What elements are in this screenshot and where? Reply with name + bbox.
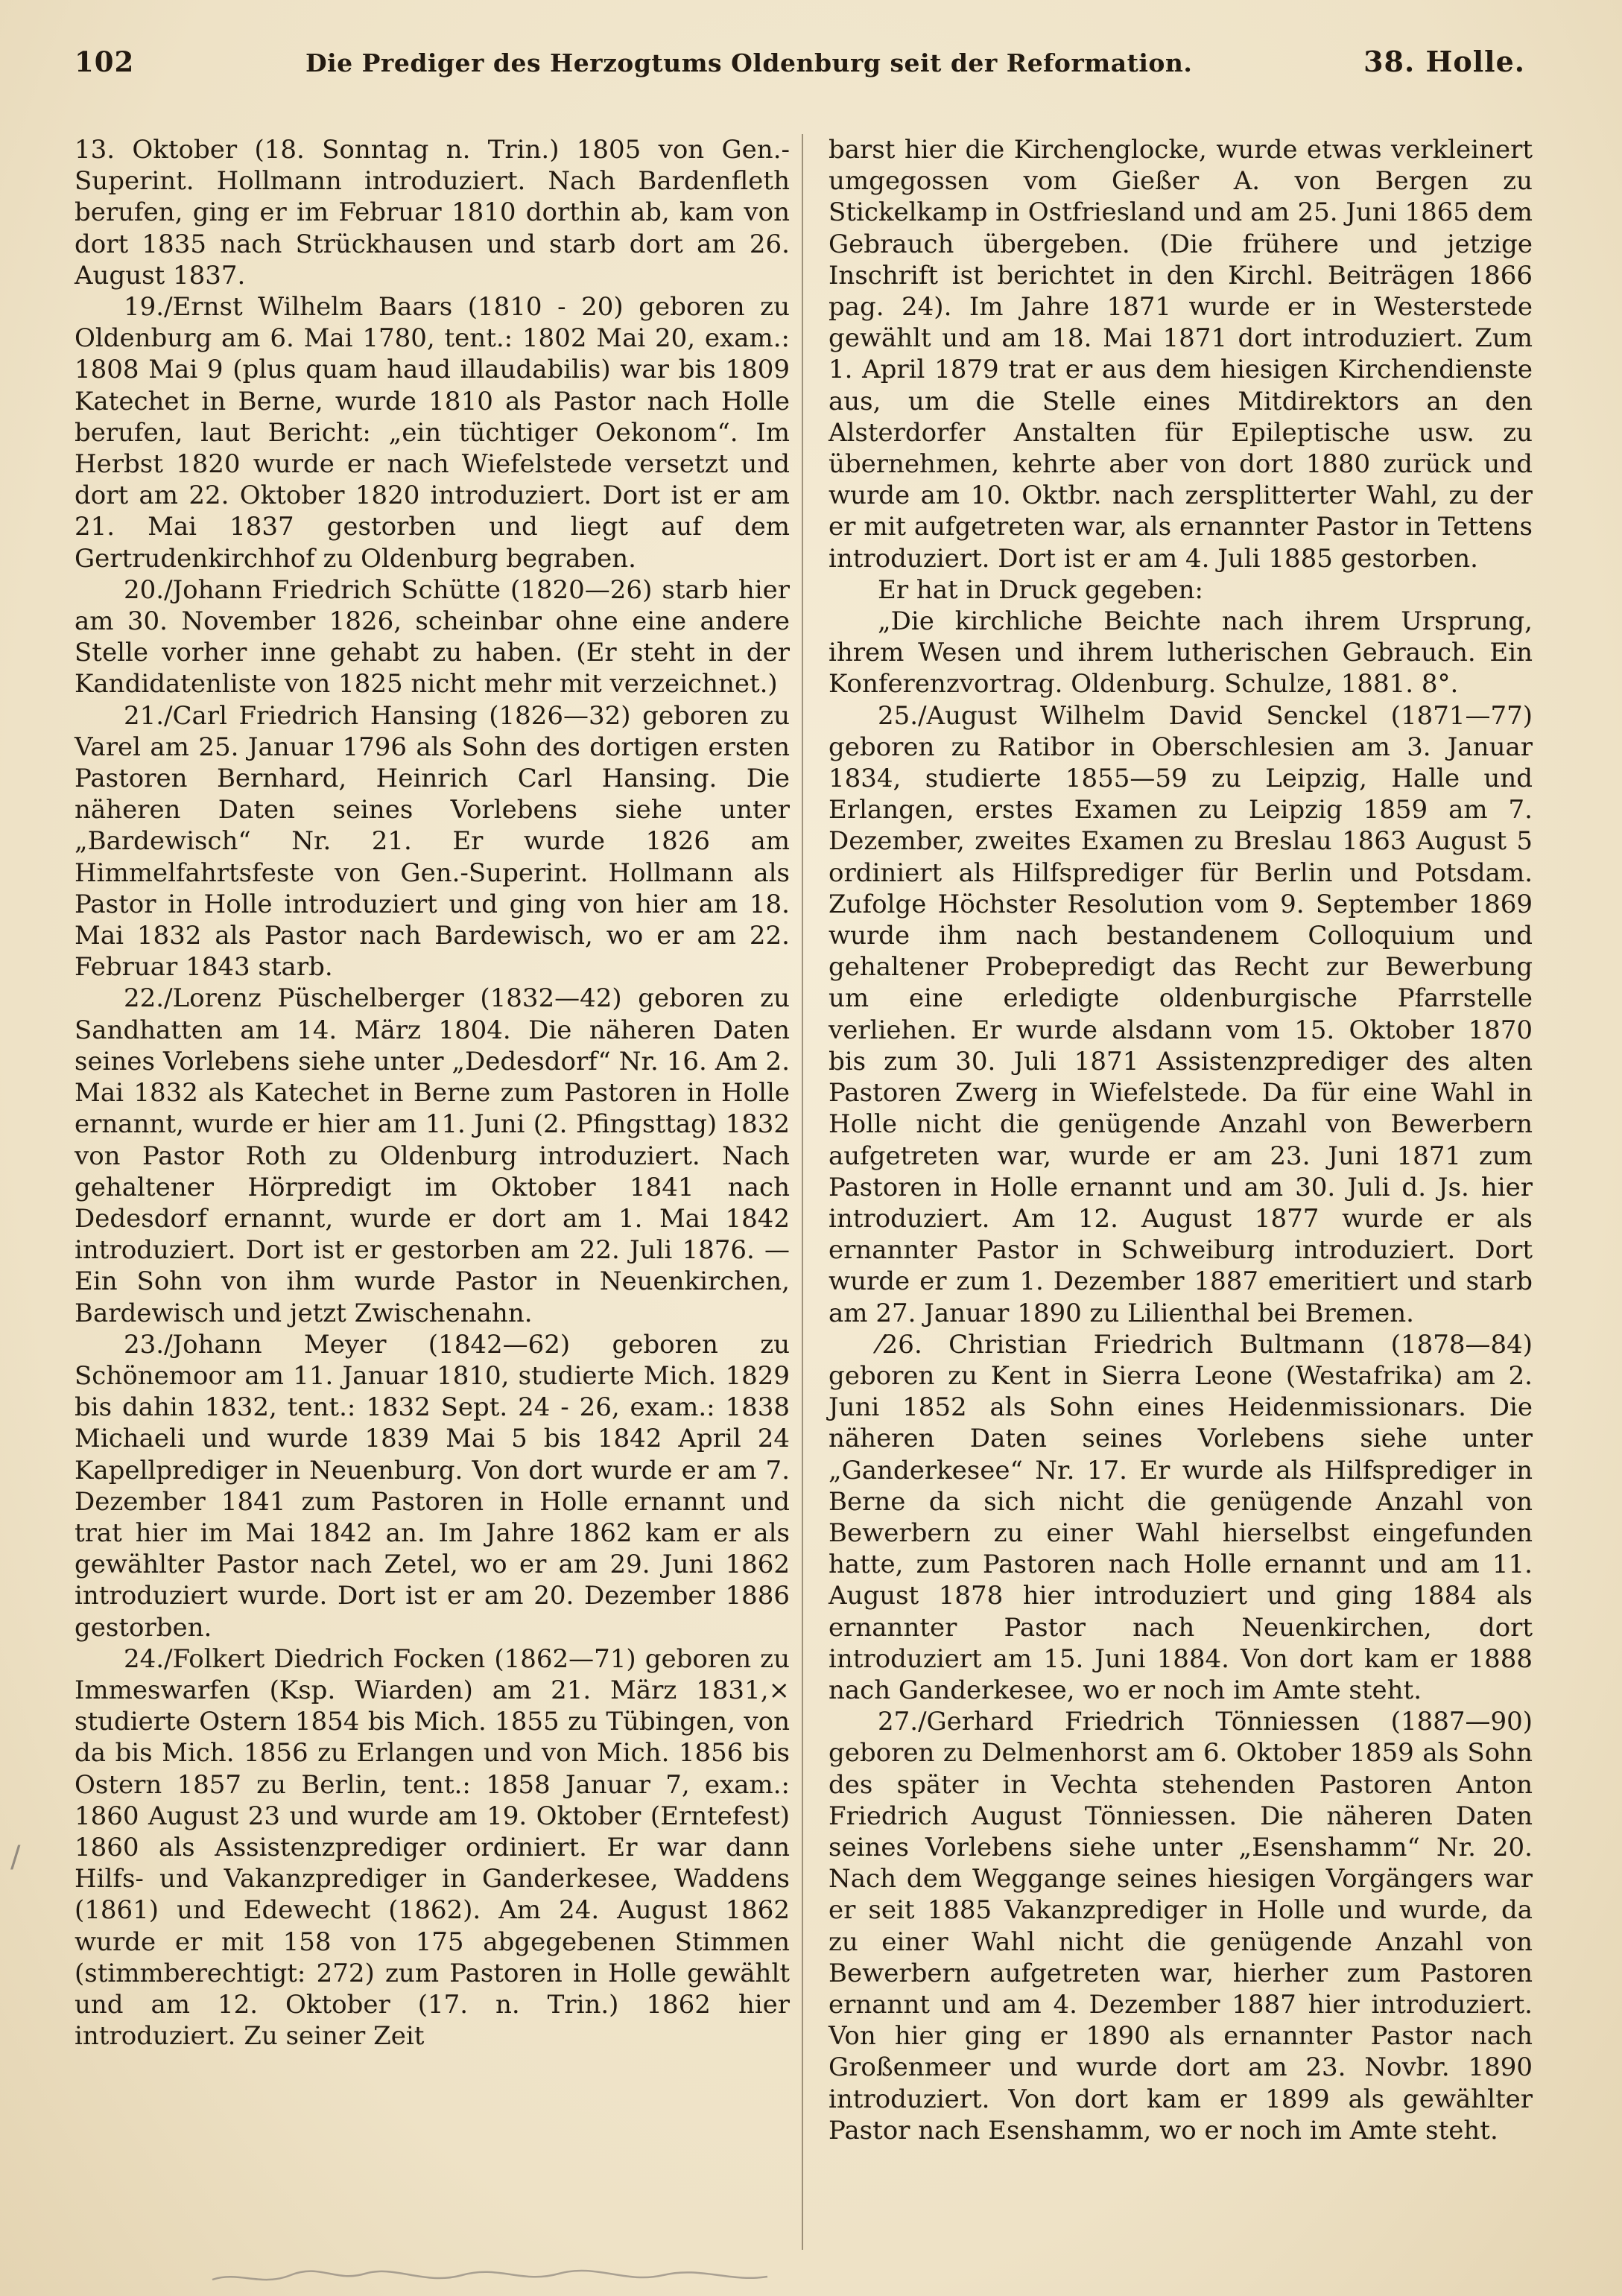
page-number: 102 bbox=[75, 45, 135, 78]
left-column bbox=[75, 134, 790, 2052]
paragraph-continued-focken: barst hier die Kirchenglocke, wurde etwas verkleinert umgegossen vom Gießer A. von Bergen zu Stickelkamp in Ostfriesland und am 25. Juni 1865 dem Gebrauch übergeben. (Die frühere und jetzige Inschrift ist berichtet in den Kirchl. Beiträgen 1866 pag. 24). Im Jahre 1871 wurde er in Westerstede gewählt und am 18. Mai 1871 dort introduziert. Zum 1. April 1879 trat er aus dem hiesigen Kirchendienste aus, um die Stelle eines Mitdirektors an den Alsterdorfer Anstalten für Epileptische usw. zu übernehmen, kehrte aber von dort 1880 zurück und wurde am 10. Oktbr. nach zersplitterter Wahl, zu der er mit aufgetreten war, als ernannter Pastor in Tettens introduziert. Dort ist er am 4. Juli 1885 gestorben. bbox=[829, 135, 1533, 574]
entry-21-hansing: 21./Carl Friedrich Hansing (1826—32) geboren zu Varel am 25. Januar 1796 als Sohn des dortigen ersten Pastoren Bernhard, Heinrich Carl Hansing. Die näheren Daten seines Vorlebens siehe unter „Bardewisch“ Nr. 21. Er wurde 1826 am Himmelfahrtsfeste von Gen.-Superint. Hollmann als Pastor in Holle introduziert und ging von hier am 18. Mai 1832 als Pastor nach Bardewisch, wo er am 22. Februar 1843 starb. bbox=[75, 700, 790, 983]
handwritten-note-scribble bbox=[209, 2265, 775, 2290]
column-divider bbox=[802, 134, 803, 2250]
entry-22-pueschelberger: 22./Lorenz Püschelberger (1832—42) geboren zu Sandhatten am 14. März 1804. Die näheren Daten seines Vorlebens siehe unter „Dedesdorf“ Nr. 16. Am 2. Mai 1832 als Katechet in Berne zum Pastoren in Holle ernannt, wurde er hier am 11. Juni (2. Pfingsttag) 1832 von Pastor Roth zu Oldenburg introduziert. Nach gehaltener Hörpredigt im Oktober 1841 nach Dedesdorf ernannt, wurde er dort am 1. Mai 1842 introduziert. Dort ist er gestorben am 22. Juli 1876. — Ein Sohn von ihm wurde Pastor in Neuenkirchen, Bardewisch und jetzt Zwischenahn. bbox=[75, 983, 790, 1328]
entry-24-focken: 24./Folkert Diedrich Focken (1862—71) geboren zu Immeswarfen (Ksp. Wiarden) am 21. März 1831,× studierte Ostern 1854 bis Mich. 1855 zu Tübingen, von da bis Mich. 1856 zu Erlangen und von Mich. 1856 bis Ostern 1857 zu Berlin, tent.: 1858 Januar 7, exam.: 1860 August 23 und wurde am 19. Oktober (Erntefest) 1860 als Assistenzprediger ordiniert. Er war dann Hilfs- und Vakanzprediger in Ganderkesee, Waddens (1861) und Edewecht (1862). Am 24. August 1862 wurde er mit 158 von 175 abgegebenen Stimmen (stimmberechtigt: 272) zum Pastoren in Holle gewählt und am 12. Oktober (17. n. Trin.) 1862 hier introduziert. Zu seiner Zeit bbox=[75, 1643, 790, 2052]
running-header bbox=[75, 45, 1525, 89]
margin-pencil-mark: / bbox=[10, 1840, 21, 1874]
entry-26-bultmann: ⁄26. Christian Friedrich Bultmann (1878—84) geboren zu Kent in Sierra Leone (Westafrika) am 2. Juni 1852 als Sohn eines Heidenmissionars. Die näheren Daten seines Vorlebens siehe unter „Ganderkesee“ Nr. 17. Er wurde als Hilfsprediger in Berne da sich nicht die genügende Anzahl von Bewerbern zu einer Wahl hierselbst eingefunden hatte, zum Pastoren nach Holle ernannt und am 11. August 1878 hier introduziert und ging 1884 als ernannter Pastor nach Neuenkirchen, dort introduziert am 15. Juni 1884. Von dort kam er 1888 nach Ganderkesee, wo er noch im Amte steht. bbox=[829, 1329, 1533, 1705]
paragraph-continued: 13. Oktober (18. Sonntag n. Trin.) 1805 von Gen.-Superint. Hollmann introduziert. Nach Bardenfleth berufen, ging er im Februar 1810 dorthin ab, kam von dort 1835 nach Strückhausen und starb dort am 26. August 1837. bbox=[75, 135, 790, 291]
right-column bbox=[829, 134, 1533, 2146]
entry-27-toenniessen: 27./Gerhard Friedrich Tönniessen (1887—90) geboren zu Delmenhorst am 6. Oktober 1859 als Sohn des später in Vechta stehenden Pastoren Anton Friedrich August Tönniessen. Die näheren Daten seines Vorlebens siehe unter „Esenshamm“ Nr. 20. Nach dem Weggange seines hiesigen Vorgängers war er seit 1885 Vakanzprediger in Holle und wurde, da zu einer Wahl nicht die genügende Anzahl von Bewerbern aufgetreten war, hierher zum Pastoren ernannt und am 4. Dezember 1887 hier introduziert. Von hier ging er 1890 als ernannter Pastor nach Großenmeer und wurde dort am 23. Novbr. 1890 introduziert. Von dort kam er 1899 als gewählter Pastor nach Esenshamm, wo er noch im Amte steht. bbox=[829, 1707, 1533, 2146]
publication-citation: „Die kirchliche Beichte nach ihrem Ursprung, ihrem Wesen und ihrem lutherischen Gebrauch. Ein Konferenzvortrag. Oldenburg. Schulze, 1881. 8°. bbox=[829, 606, 1533, 700]
section-title: 38. Holle. bbox=[1363, 45, 1525, 78]
print-heading: Er hat in Druck gegeben: bbox=[878, 574, 1203, 605]
entry-23-meyer: 23./Johann Meyer (1842—62) geboren zu Schönemoor am 11. Januar 1810, studierte Mich. 1829 bis dahin 1832, tent.: 1832 Sept. 24 - 26, exam.: 1838 Michaeli und wurde 1839 Mai 5 bis 1842 April 24 Kapellprediger in Neuenburg. Von dort wurde er am 7. Dezember 1841 zum Pastoren in Holle ernannt und trat hier im Mai 1842 an. Im Jahre 1862 kam er als gewählter Pastor nach Zetel, wo er am 29. Juni 1862 introduziert wurde. Dort ist er am 20. Dezember 1886 gestorben. bbox=[75, 1329, 790, 1643]
running-title: Die Prediger des Herzogtums Oldenburg seit der Reformation. bbox=[305, 48, 1193, 77]
entry-19-baars: 19./Ernst Wilhelm Baars (1810 - 20) geboren zu Oldenburg am 6. Mai 1780, tent.: 1802 Mai 20, exam.: 1808 Mai 9 (plus quam haud illaudabilis) war bis 1809 Katechet in Berne, wurde 1810 als Pastor nach Holle berufen, laut Bericht: „ein tüchtiger Oekonom“. Im Herbst 1820 wurde er nach Wiefelstede versetzt und dort am 22. Oktober 1820 introduziert. Dort ist er am 21. Mai 1837 gestorben und liegt auf dem Gertrudenkirchhof zu Oldenburg begraben. bbox=[75, 292, 790, 574]
entry-25-senckel: 25./August Wilhelm David Senckel (1871—77) geboren zu Ratibor in Oberschlesien am 3. Januar 1834, studierte 1855—59 zu Leipzig, Halle und Erlangen, erstes Examen zu Leipzig 1859 am 7. Dezember, zweites Examen zu Breslau 1863 August 5 ordiniert als Hilfsprediger für Berlin und Potsdam. Zufolge Höchster Resolution vom 9. September 1869 wurde ihm nach bestandenem Colloquium und gehaltener Probepredigt das Recht zur Bewerbung um eine erledigte oldenburgische Pfarrstelle verliehen. Er wurde alsdann vom 15. Oktober 1870 bis zum 30. Juli 1871 Assistenzprediger des alten Pastoren Zwerg in Wiefelstede. Da für eine Wahl in Holle nicht die genügende Anzahl von Bewerbern aufgetreten war, wurde er am 23. Juni 1871 zum Pastoren in Holle ernannt und am 30. Juli d. Js. hier introduziert. Am 12. August 1877 wurde er als ernannter Pastor in Schweiburg introduziert. Dort wurde er zum 1. Dezember 1887 emeritiert und starb am 27. Januar 1890 zu Lilienthal bei Bremen. bbox=[829, 700, 1533, 1328]
entry-20-schuette: 20./Johann Friedrich Schütte (1820—26) starb hier am 30. November 1826, scheinbar ohne eine andere Stelle vorher inne gehabt zu haben. (Er steht in der Kandidatenliste von 1825 nicht mehr mit verzeichnet.) bbox=[75, 574, 790, 700]
